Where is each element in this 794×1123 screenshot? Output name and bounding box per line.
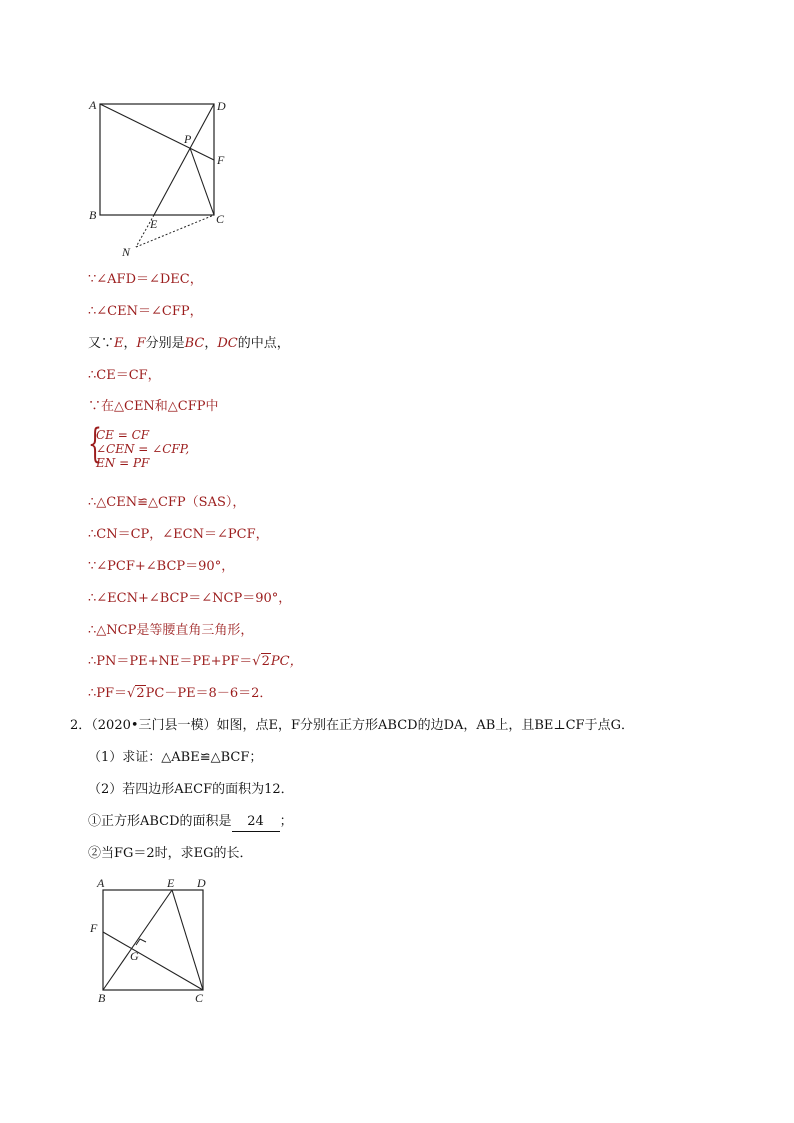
segment-be — [103, 890, 172, 990]
system-brace: { — [88, 421, 102, 467]
proof-line-8: ∵∠PCF+∠BCP＝90°， — [88, 559, 235, 574]
question-2-part-4: ②当FG＝2时，求EG的长． — [88, 846, 253, 861]
proof-line-3-e: E — [114, 336, 124, 351]
proof-line-11 — [88, 653, 303, 671]
sqrt-radicand: 2 — [136, 686, 145, 701]
segment-ep — [154, 104, 214, 215]
question-2-stem: 2．（2020•三门县一模）如图，点E，F分别在正方形ABCD的边DA，AB上，且BE⊥CF于点G． — [70, 718, 634, 733]
sqrt-symbol: √2 — [252, 654, 270, 669]
label-d: D — [197, 876, 206, 890]
square-abcd — [100, 104, 214, 215]
proof-line-3-bc: BC — [184, 336, 205, 351]
proof-line-11-b: PC， — [270, 654, 303, 669]
question-2-part-2: （2）若四边形AECF的面积为12． — [88, 782, 294, 797]
proof-line-12-b: PC－PE＝8－6＝2． — [145, 686, 273, 701]
proof-line-9: ∴∠ECN+∠BCP＝∠NCP＝90°， — [88, 591, 292, 606]
proof-line-10: ∴△NCP是等腰直角三角形， — [88, 623, 254, 638]
proof-line-11-a: ∴PN＝PE+NE＝PE+PF＝ — [88, 654, 253, 669]
segment-af — [100, 104, 214, 160]
label-b: B — [89, 208, 97, 222]
label-a: A — [89, 98, 97, 112]
proof-line-3-sep: ， — [204, 336, 218, 351]
question-2-part-1: （1）求证：△ABE≌△BCF； — [88, 750, 263, 765]
label-a: A — [97, 876, 105, 890]
label-c: C — [195, 991, 204, 1005]
proof-line-3-mid: 分别是 — [145, 336, 185, 351]
label-b: B — [98, 991, 106, 1005]
proof-line-7: ∴CN＝CP，∠ECN＝∠PCF， — [88, 527, 269, 542]
label-g: G — [130, 949, 139, 963]
label-p: P — [184, 132, 192, 146]
proof-line-1: ∵∠AFD＝∠DEC， — [88, 272, 203, 287]
proof-line-2: ∴∠CEN＝∠CFP， — [88, 304, 203, 319]
system-row-2: ∠CEN = ∠CFP, — [96, 442, 190, 456]
proof-line-6: ∴△CEN≌△CFP（SAS）， — [88, 495, 246, 510]
figure-square-abcd-1 — [86, 96, 246, 262]
proof-line-5: ∵在△CEN和△CFP中 — [88, 399, 219, 414]
proof-line-3-prefix: 又∵ — [88, 336, 115, 351]
label-e: E — [167, 876, 175, 890]
question-2-part-3 — [88, 813, 293, 832]
label-d: D — [217, 99, 226, 113]
proof-line-4: ∴CE＝CF， — [88, 368, 161, 383]
part-3-end: ； — [279, 814, 293, 829]
label-n: N — [122, 245, 131, 259]
proof-line-12 — [88, 685, 272, 703]
system-row-1: CE = CF — [96, 428, 150, 442]
label-f: F — [90, 921, 98, 935]
segment-nc-dotted — [136, 215, 214, 247]
label-e: E — [150, 217, 158, 231]
proof-line-3-end: 的中点， — [237, 336, 290, 351]
answer-blank: 24 — [232, 813, 280, 832]
proof-line-12-a: ∴PF＝ — [88, 686, 128, 701]
proof-line-3-comma: ， — [123, 336, 137, 351]
label-c: C — [216, 212, 225, 226]
part-3-text: ①正方形ABCD的面积是 — [88, 814, 232, 829]
proof-line-3-f: F — [136, 336, 146, 351]
label-f: F — [217, 153, 225, 167]
sqrt-radicand: 2 — [261, 654, 270, 669]
sqrt-symbol: √2 — [127, 686, 145, 701]
figure-square-abcd-2 — [86, 874, 216, 1008]
proof-line-3-dc: DC — [217, 336, 238, 351]
proof-line-3 — [88, 335, 290, 353]
system-row-3: EN = PF — [96, 456, 150, 470]
